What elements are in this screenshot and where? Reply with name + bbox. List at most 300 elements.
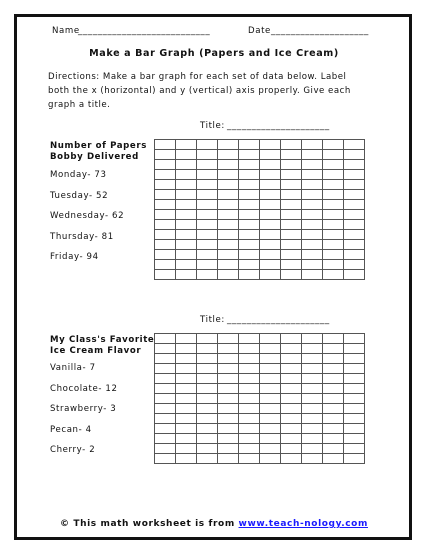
grid-cell [323,150,344,160]
grid-row [155,170,365,180]
grid-cell [344,160,365,170]
grid-cell [302,344,323,354]
grid-cell [344,180,365,190]
grid-cell [239,150,260,160]
grid-cell [281,354,302,364]
grid-cell [344,444,365,454]
grid-cell [218,140,239,150]
grid-cell [176,200,197,210]
graph1-title-blank: _____________________ [227,121,330,131]
grid-row [155,434,365,444]
grid-cell [281,220,302,230]
grid-cell [344,210,365,220]
grid-row [155,454,365,464]
grid-row [155,200,365,210]
grid-cell [239,444,260,454]
grid-cell [323,180,344,190]
graph2-item-5: Cherry- 2 [50,445,96,455]
grid-cell [302,200,323,210]
grid-cell [260,160,281,170]
grid-cell [323,444,344,454]
name-blank: ___________________________ [78,26,211,36]
grid-cell [218,220,239,230]
grid-cell [239,160,260,170]
grid-cell [176,210,197,220]
grid-cell [344,454,365,464]
grid-row [155,394,365,404]
grid-cell [197,344,218,354]
graph1-item-1: Monday- 73 [50,170,107,180]
grid-cell [344,354,365,364]
grid-cell [155,444,176,454]
grid-cell [176,444,197,454]
grid-cell [239,414,260,424]
grid-cell [239,260,260,270]
graph1-title-label: Title: [200,121,225,131]
grid-cell [155,240,176,250]
grid-cell [323,190,344,200]
grid-cell [344,334,365,344]
grid-cell [344,240,365,250]
grid-cell [281,230,302,240]
footer-link[interactable]: www.teach-nology.com [238,519,368,529]
grid-cell [218,434,239,444]
grid-cell [155,394,176,404]
grid-cell [155,344,176,354]
grid-cell [302,434,323,444]
grid-cell [260,180,281,190]
grid-cell [323,354,344,364]
grid-cell [155,424,176,434]
grid-cell [239,384,260,394]
footer-prefix: © This math worksheet is from [60,519,235,529]
graph1-item-5: Friday- 94 [50,252,99,262]
grid-cell [155,414,176,424]
grid-cell [239,434,260,444]
grid-cell [155,170,176,180]
grid-cell [260,364,281,374]
grid-cell [176,220,197,230]
graph2-title-blank: _____________________ [227,315,330,325]
grid-cell [281,404,302,414]
grid-cell [155,364,176,374]
grid-cell [239,334,260,344]
grid-cell [176,260,197,270]
grid-row [155,230,365,240]
grid-cell [239,270,260,280]
grid-cell [218,414,239,424]
grid-cell [260,200,281,210]
grid-cell [197,230,218,240]
grid-cell [197,434,218,444]
grid-cell [239,344,260,354]
grid-cell [260,220,281,230]
grid-cell [176,180,197,190]
grid-cell [281,150,302,160]
grid-cell [302,414,323,424]
grid-cell [323,230,344,240]
grid-cell [344,190,365,200]
grid-cell [323,170,344,180]
grid-cell [239,190,260,200]
grid-cell [218,354,239,364]
grid-cell [155,210,176,220]
grid-cell [155,230,176,240]
grid-cell [218,260,239,270]
grid-cell [323,220,344,230]
grid-cell [176,424,197,434]
grid-cell [176,344,197,354]
grid-cell [260,344,281,354]
grid-cell [260,434,281,444]
grid-cell [281,190,302,200]
grid-cell [260,150,281,160]
grid-cell [260,140,281,150]
grid-cell [323,384,344,394]
grid-cell [260,190,281,200]
grid-cell [344,170,365,180]
grid-row [155,414,365,424]
grid-cell [281,434,302,444]
grid-cell [197,334,218,344]
grid-cell [281,364,302,374]
grid-cell [155,454,176,464]
grid-cell [344,140,365,150]
grid-cell [239,250,260,260]
grid-cell [197,160,218,170]
grid-cell [302,240,323,250]
grid-cell [281,170,302,180]
grid-cell [218,384,239,394]
grid-cell [344,394,365,404]
grid-cell [239,220,260,230]
grid-cell [218,334,239,344]
grid-cell [323,160,344,170]
grid-cell [176,250,197,260]
grid-row [155,190,365,200]
graph2-item-3: Strawberry- 3 [50,404,117,414]
grid-cell [323,240,344,250]
grid-cell [344,364,365,374]
grid-row [155,150,365,160]
grid-cell [281,160,302,170]
grid-cell [323,344,344,354]
grid-cell [323,434,344,444]
grid-cell [323,454,344,464]
graph1-heading-line1: Number of Papers [50,141,147,151]
grid-cell [260,444,281,454]
grid-cell [260,374,281,384]
grid-row [155,250,365,260]
grid-cell [260,270,281,280]
grid-cell [155,220,176,230]
grid-cell [155,190,176,200]
grid-row [155,424,365,434]
grid-cell [155,270,176,280]
grid-cell [218,150,239,160]
grid-cell [344,200,365,210]
grid-cell [302,354,323,364]
grid-cell [197,364,218,374]
grid-cell [323,250,344,260]
grid-cell [344,374,365,384]
grid-cell [197,180,218,190]
date-blank: ____________________ [271,26,369,36]
grid-cell [260,454,281,464]
grid-cell [176,414,197,424]
grid-cell [218,404,239,414]
grid-cell [323,260,344,270]
graph2-heading-line2: Ice Cream Flavor [50,346,142,356]
grid-row [155,374,365,384]
grid-row [155,364,365,374]
grid-cell [260,394,281,404]
grid-cell [176,230,197,240]
grid-cell [176,334,197,344]
grid-cell [323,270,344,280]
grid-cell [344,424,365,434]
grid-cell [218,344,239,354]
grid-cell [176,240,197,250]
grid-cell [281,250,302,260]
grid-cell [323,200,344,210]
grid-cell [281,270,302,280]
grid-cell [281,344,302,354]
grid-cell [239,364,260,374]
grid-cell [323,364,344,374]
grid-cell [344,404,365,414]
grid-cell [281,334,302,344]
grid-cell [239,354,260,364]
grid-cell [176,364,197,374]
grid-cell [176,170,197,180]
grid-cell [239,454,260,464]
grid-cell [302,190,323,200]
grid-cell [176,384,197,394]
grid-row [155,404,365,414]
grid-cell [197,424,218,434]
grid-cell [302,384,323,394]
grid-cell [344,150,365,160]
grid-cell [302,180,323,190]
date-label: Date [248,26,271,36]
grid-cell [239,170,260,180]
grid-cell [239,240,260,250]
grid-cell [218,170,239,180]
grid-cell [218,240,239,250]
grid-cell [302,404,323,414]
grid-cell [281,444,302,454]
grid-cell [302,150,323,160]
grid-cell [155,374,176,384]
grid-cell [176,160,197,170]
grid-cell [323,394,344,404]
grid-cell [260,424,281,434]
grid-cell [302,424,323,434]
grid-row [155,160,365,170]
grid-cell [155,384,176,394]
grid-cell [281,240,302,250]
grid-cell [176,140,197,150]
grid-cell [218,160,239,170]
grid-cell [155,354,176,364]
grid-cell [260,384,281,394]
name-label: Name [52,26,80,36]
graph2-item-4: Pecan- 4 [50,425,92,435]
grid-cell [281,140,302,150]
grid-cell [281,394,302,404]
grid-cell [176,354,197,364]
grid-cell [218,364,239,374]
grid-row [155,210,365,220]
grid-cell [197,220,218,230]
grid-cell [323,404,344,414]
grid-cell [197,454,218,464]
grid-cell [197,404,218,414]
grid-cell [260,230,281,240]
grid-cell [302,160,323,170]
graph2-item-1: Vanilla- 7 [50,363,96,373]
grid-cell [176,190,197,200]
grid-cell [302,170,323,180]
grid-cell [302,334,323,344]
grid-cell [260,240,281,250]
grid-cell [344,434,365,444]
grid-cell [218,444,239,454]
grid-cell [260,210,281,220]
grid-cell [260,354,281,364]
grid-cell [260,404,281,414]
grid-cell [302,140,323,150]
grid-cell [176,374,197,384]
grid-row [155,260,365,270]
grid-cell [302,454,323,464]
grid-cell [302,374,323,384]
grid-cell [302,444,323,454]
grid-cell [197,414,218,424]
grid-cell [239,230,260,240]
grid-cell [281,180,302,190]
grid-cell [239,404,260,414]
grid-cell [197,150,218,160]
grid-cell [281,424,302,434]
grid-cell [218,230,239,240]
grid-cell [281,260,302,270]
grid-cell [302,230,323,240]
grid-cell [218,190,239,200]
grid-cell [155,404,176,414]
grid-cell [155,250,176,260]
grid-cell [344,414,365,424]
grid-row [155,334,365,344]
grid-cell [197,354,218,364]
grid-cell [260,414,281,424]
grid-cell [197,210,218,220]
grid-cell [323,210,344,220]
footer [0,519,428,529]
grid-cell [302,210,323,220]
grid-cell [155,180,176,190]
grid-cell [344,260,365,270]
grid-cell [302,364,323,374]
grid-cell [323,334,344,344]
grid-cell [302,250,323,260]
grid-cell [176,454,197,464]
graph1-heading-line2: Bobby Delivered [50,152,139,162]
grid-cell [197,384,218,394]
grid-cell [197,240,218,250]
grid-cell [218,200,239,210]
grid-cell [218,394,239,404]
grid-cell [155,140,176,150]
grid-cell [197,444,218,454]
grid-cell [344,344,365,354]
grid-row [155,384,365,394]
grid-cell [323,374,344,384]
grid-cell [239,210,260,220]
grid-cell [239,180,260,190]
grid-cell [218,454,239,464]
grid-cell [155,150,176,160]
grid-cell [239,394,260,404]
grid-cell [344,230,365,240]
grid-row [155,354,365,364]
grid-row [155,220,365,230]
graph1-blank-grid [154,139,365,280]
grid-cell [197,374,218,384]
graph1-item-4: Thursday- 81 [50,232,114,242]
grid-cell [239,424,260,434]
grid-cell [302,270,323,280]
grid-cell [176,404,197,414]
grid-row [155,270,365,280]
grid-cell [323,414,344,424]
grid-cell [155,260,176,270]
grid-row [155,180,365,190]
graph2-heading-line1: My Class's Favorite [50,335,155,345]
grid-cell [197,250,218,260]
grid-cell [197,140,218,150]
grid-cell [155,334,176,344]
grid-cell [176,434,197,444]
graph2-item-2: Chocolate- 12 [50,384,118,394]
grid-cell [344,384,365,394]
grid-cell [260,260,281,270]
grid-cell [218,270,239,280]
grid-cell [218,180,239,190]
grid-cell [281,210,302,220]
grid-cell [218,424,239,434]
grid-cell [197,394,218,404]
grid-cell [176,394,197,404]
grid-cell [239,200,260,210]
grid-cell [281,414,302,424]
grid-cell [155,434,176,444]
grid-cell [281,374,302,384]
grid-cell [197,200,218,210]
grid-cell [281,200,302,210]
graph2-blank-grid [154,333,365,464]
grid-cell [239,140,260,150]
grid-row [155,140,365,150]
grid-cell [197,190,218,200]
grid-cell [260,170,281,180]
grid-cell [197,170,218,180]
graph1-item-2: Tuesday- 52 [50,191,109,201]
grid-cell [176,270,197,280]
graph1-item-3: Wednesday- 62 [50,211,125,221]
grid-cell [281,384,302,394]
